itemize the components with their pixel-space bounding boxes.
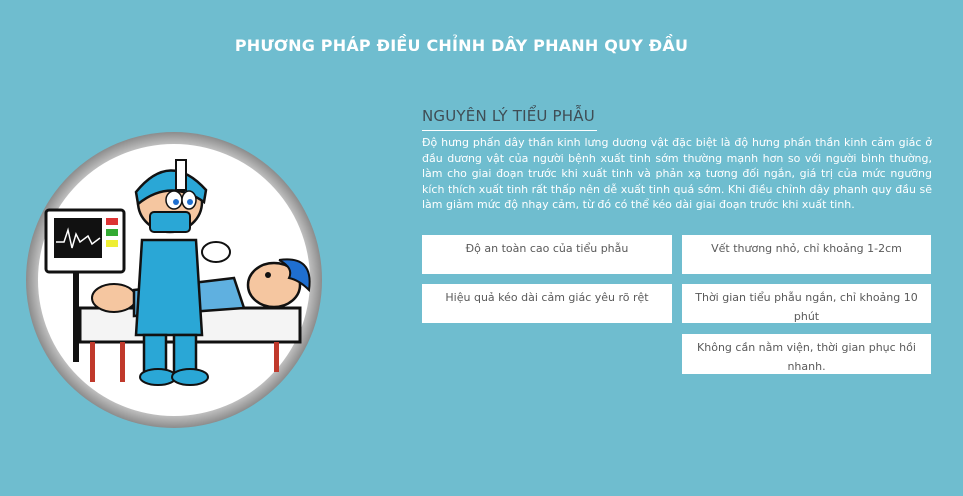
benefit-card-no-hospital-stay: Không cần nằm viện, thời gian phục hồi nhanh.	[682, 334, 931, 374]
doctor-patient-surgery-illustration	[24, 130, 324, 430]
benefit-card-small-wound: Vết thương nhỏ, chỉ khoảng 1-2cm	[682, 235, 931, 274]
section-description: Độ hưng phấn dây thần kinh lưng dương vật đặc biệt là độ hưng phấn thần kinh cảm giác ở đầu dương vật của người bệnh xuất tinh sớm thường mạnh hơn so với người bình thường, làm cho giai đoạn trước khi xuất tinh và phản xạ tương đối ngắn, giá trị của mức ngưỡng kích thích xuất tinh rất thấp nên dễ xuất tinh quá sớm. Khi điều chỉnh dây phanh quy đầu sẽ làm giảm mức độ nhạy cảm, từ đó có thể kéo dài giai đoạn trước khi xuất tinh.	[422, 136, 932, 211]
section-heading: NGUYÊN LÝ TIỂU PHẪU	[422, 107, 595, 125]
page-title: PHƯƠNG PHÁP ĐIỀU CHỈNH DÂY PHANH QUY ĐẦU	[234, 36, 689, 55]
benefit-card-short-duration: Thời gian tiểu phẫu ngắn, chỉ khoảng 10 phút	[682, 284, 931, 323]
benefit-card-safety: Độ an toàn cao của tiểu phẫu	[422, 235, 672, 274]
benefit-card-effectiveness: Hiệu quả kéo dài cảm giác yêu rõ rệt	[422, 284, 672, 323]
heading-divider	[422, 130, 597, 131]
